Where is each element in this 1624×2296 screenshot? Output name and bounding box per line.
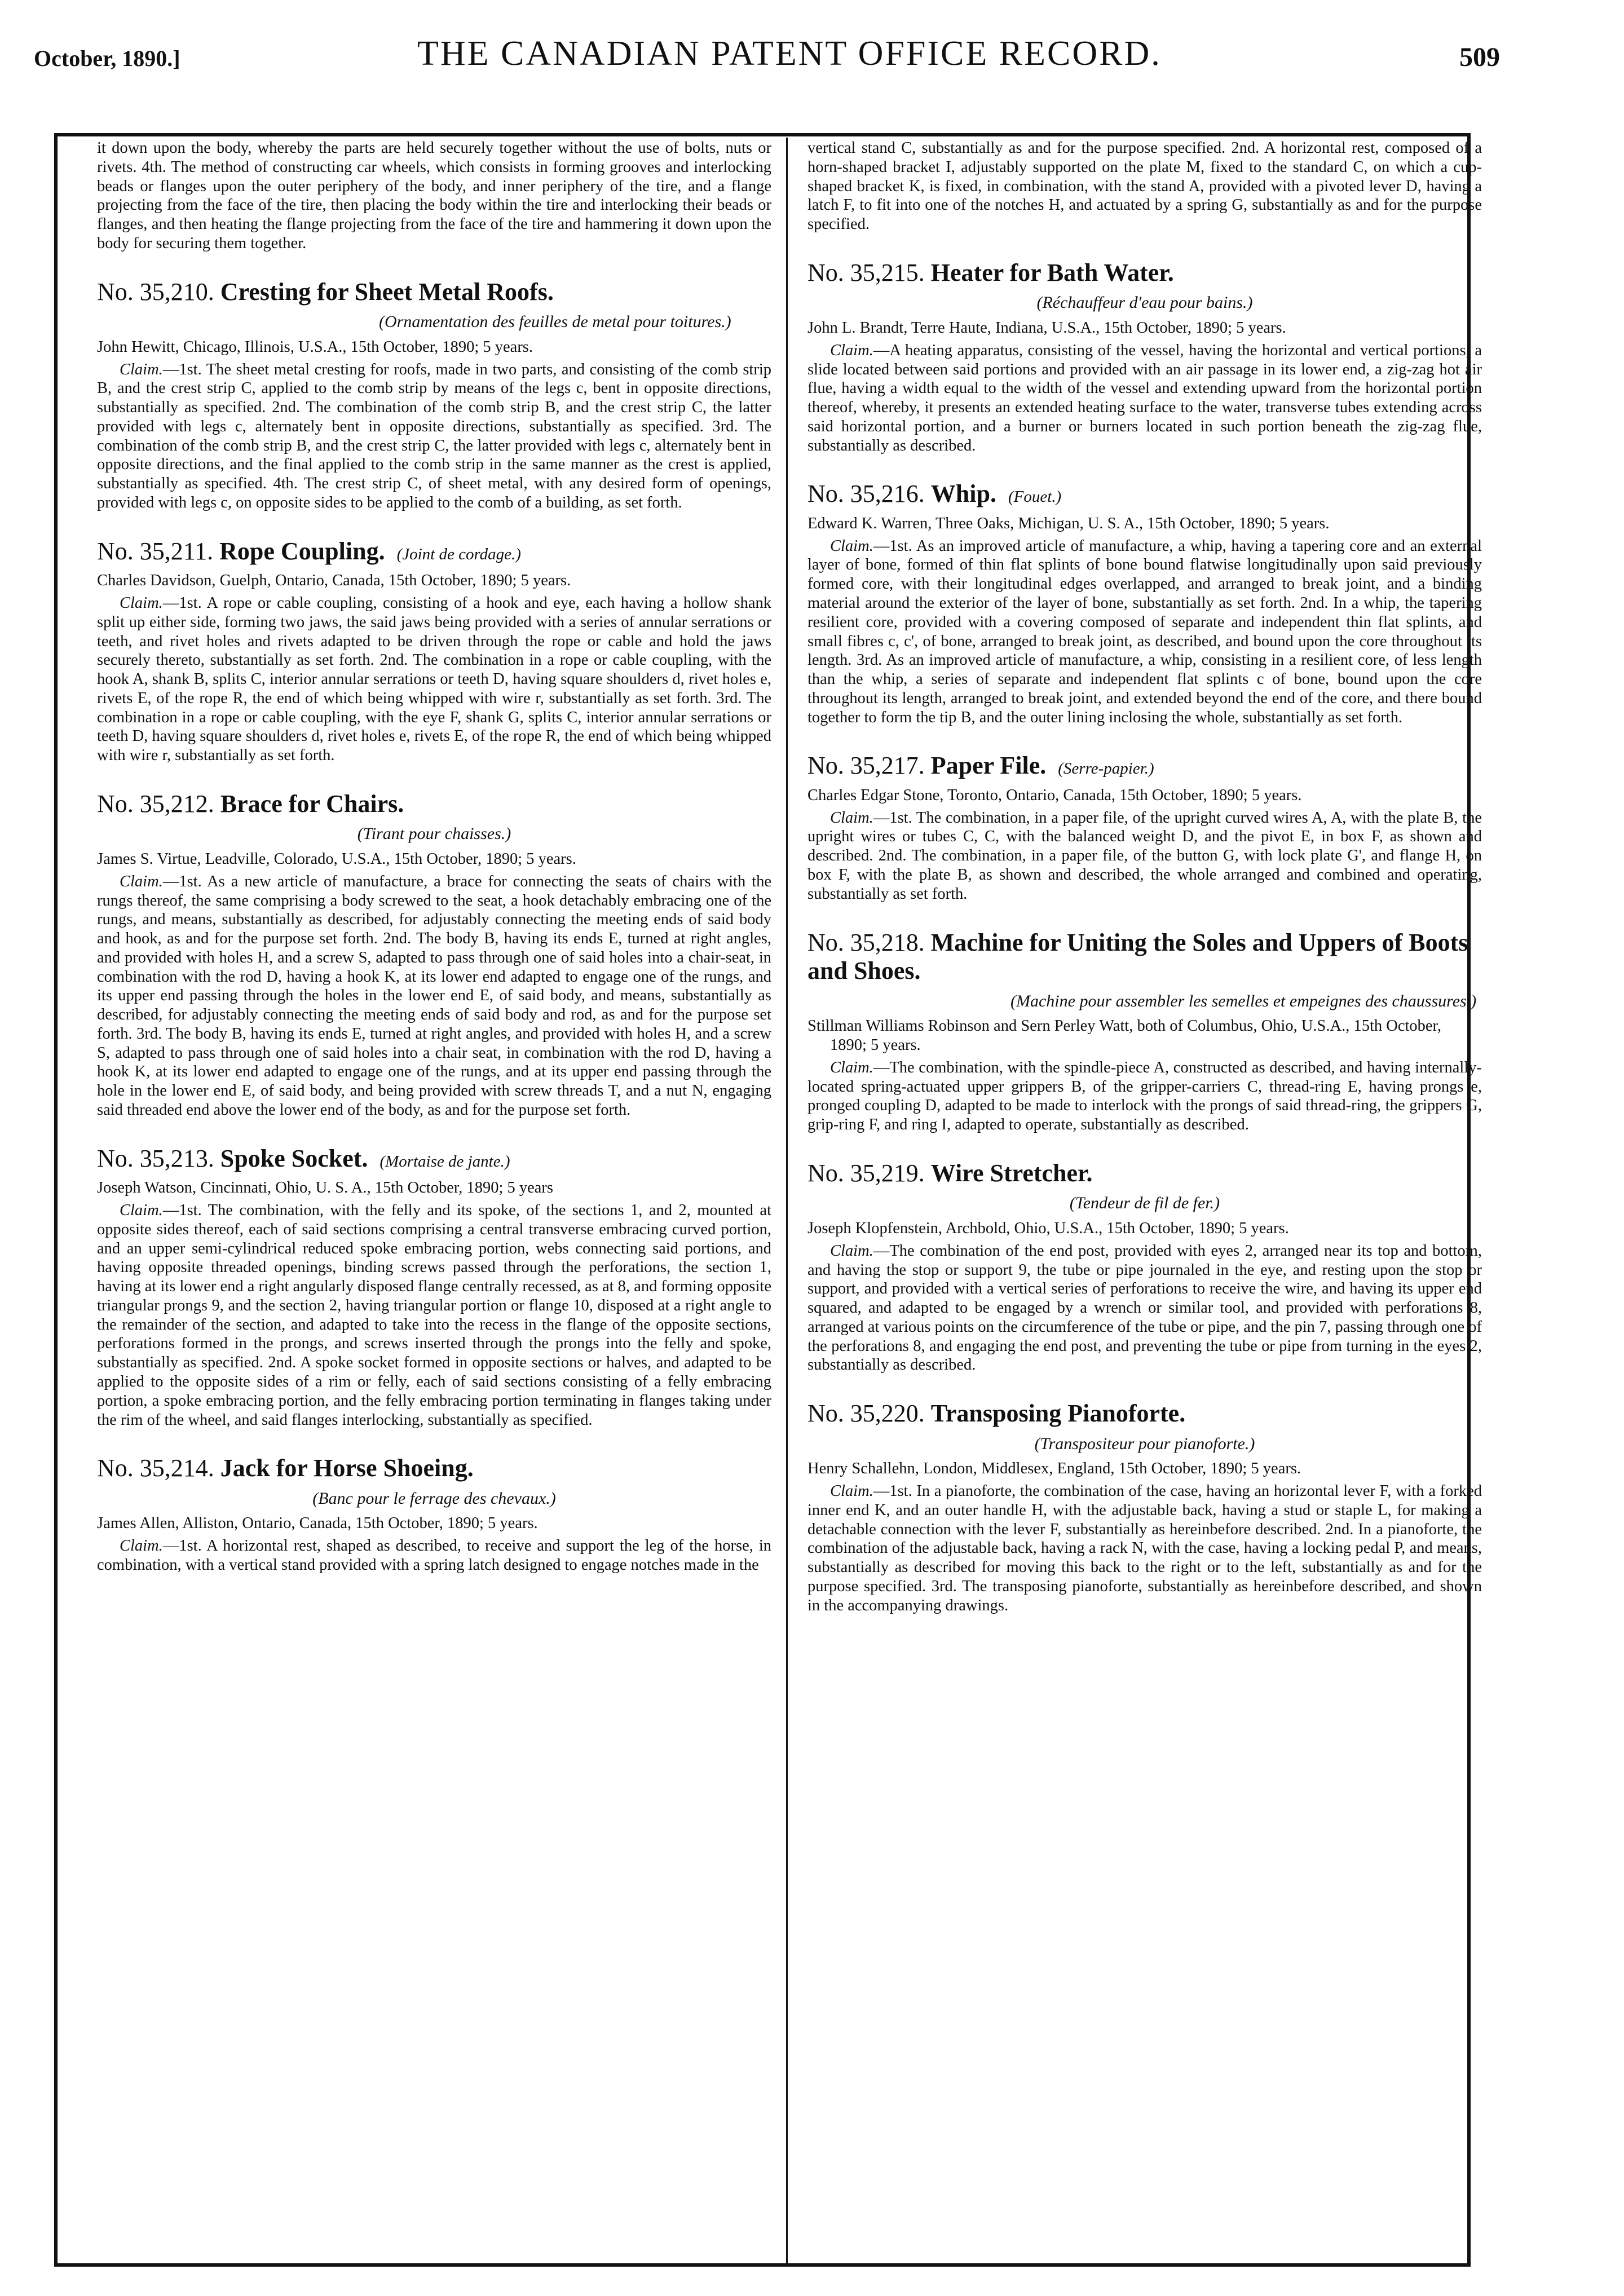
inventor-line: James S. Virtue, Leadville, Colorado, U.S.A., 15th October, 1890; 5 years.: [97, 850, 576, 868]
french-title: (Ornamentation des feuilles de metal pour toitures.): [379, 312, 731, 332]
patent-title: Cresting for Sheet Metal Roofs.: [220, 277, 554, 306]
claim-body: —1st. As a new article of manufacture, a brace for connecting the seats of chairs with the rungs thereof, the same comprising a body screwed to the seat, a hook detachably embracing one of the rungs, and means, substantially as described, for adjustably connecting the meeting ends of said body and hook, as and for the purpose set forth. 2nd. The body B, having its ends E, turned at right angles, and provided with holes H, and a screw S, adapted to pass through one of said holes into a chair-seat, in combination with the rod D, having a hook K, at its lower end adapted to engage one of the rungs, and its upper end passing through the holes in the lower end E, of said body, and means, substantially as described, for adjustably connecting the meeting ends of said body and rod, as and for the purpose set forth. 3rd. The body B, having its ends E, turned at right angles, and provided with holes H, and a screw S, adapted to pass through one of said holes into a chair seat, in combination with the rod D, having a hook K, at its lower end adapted to engage one of the rungs, and at its upper end passing through the hole in the lower end E, of said body, and being provided with screw threads T, and a nut N, engaging said threaded end above the lower end of the body, as and for the purpose set forth.: [97, 872, 771, 1119]
claim-body: —The combination, with the spindle-piece A, constructed as described, and having internally-located spring-actuated upper grippers B, of the gripper-carriers C, thread-ring E, having prongs e, pronged coupling D, adapted to be made to interlock with the prongs of said thread-ring, the grippers G, grip-ring F, and ring I, adapted to operate, substantially as described.: [807, 1058, 1482, 1134]
claim-body: —1st. The combination, with the felly and its spoke, of the sections 1, and 2, mounted at opposite sides thereof, each of said sections comprising a central transverse embracing curved portion, and an upper semi-cylindrical reduced spoke embracing portion, webs connecting said portions, and having opposite threaded openings, binding screws passed through the perforations, the section 1, having at its lower end a right angularly disposed flange centrally recessed, as at 8, and forming opposite triangular prongs 9, and the section 2, having triangular portion or flange 10, disposed at a right angle to the remainder of the section, and adapted to take into the recess in the flange of the opposite sections, perforations formed in the prongs, and screws inserted through the prongs into the felly and spoke, substantially as specified. 2nd. A spoke socket formed in opposite sections or halves, and adapted to be applied to the opposite sides of a rim or felly, each of said sections consisting of a felly embracing portion, a spoke embracing portion, and the felly embracing portion terminating in flanges taking under the rim of the wheel, and said flanges interlocking, substantially as specified.: [97, 1202, 771, 1429]
claim-label: Claim.: [120, 360, 163, 378]
patent-number: No. 35,213.: [97, 1144, 214, 1172]
patent-entry: [807, 480, 1482, 727]
french-title: (Serre-papier.): [1058, 760, 1154, 778]
claim-label: Claim.: [830, 537, 873, 555]
patent-title: Spoke Socket.: [220, 1144, 368, 1172]
inventor-line: John Hewitt, Chicago, Illinois, U.S.A., 15th October, 1890; 5 years.: [97, 338, 533, 356]
patent-entry: [807, 1159, 1482, 1375]
patent-heading: [807, 752, 1482, 780]
continuation-text: vertical stand C, substantially as and for the purpose specified. 2nd. A horizontal rest, composed of a horn-shaped bracket I, adjustably supported on the plate M, fixed to the standard C, on which a cup-shaped bracket K, is fixed, in combination, with the stand A, provided with a pivoted lever D, having a latch F, to fit into one of the notches H, and actuated by a spring G, substantially as and for the purpose specified.: [807, 139, 1482, 233]
french-title: (Fouet.): [1008, 488, 1062, 506]
page-header: [34, 23, 1500, 85]
patent-heading: [97, 1454, 771, 1483]
claim-text: [97, 1536, 771, 1575]
patent-title: Wire Stretcher.: [930, 1159, 1093, 1187]
french-title: (Banc pour le ferrage des chevaux.): [312, 1489, 556, 1508]
issue-date: October, 1890.]: [34, 46, 180, 71]
patent-heading: [97, 278, 771, 307]
patent-number: No. 35,219.: [807, 1159, 925, 1187]
claim-body: —1st. A horizontal rest, shaped as described, to receive and support the leg of the horse, in combination, with a vertical stand provided with a spring latch designed to engage notches made in the: [97, 1537, 771, 1574]
patent-entry: [97, 1145, 771, 1430]
patent-title: Machine for Uniting the Soles and Uppers of Boots and Shoes.: [807, 928, 1468, 985]
claim-body: —1st. A rope or cable coupling, consisting of a hook and eye, each having a hollow shank split up either side, forming two jaws, the said jaws being provided with a series of annular serrations or teeth, and rivet holes and rivets adapted to be driven through the rope or cable and hold the jaws securely thereto, substantially as set forth. 2nd. The combination in a rope or cable coupling, with the hook A, shank B, splits C, interior annular serrations or teeth D, having square shoulders d, rivet holes e, rivets E, of the rope R, the end of which being whipped with wire r, substantially as set forth. 3rd. The combination in a rope or cable coupling, with the eye F, shank G, splits C, interior annular serrations or teeth D, having square shoulders d, rivet holes e, rivets E, of the rope R, the end of which being whipped with wire r, substantially as set forth.: [97, 594, 771, 765]
left-column: [97, 139, 771, 2259]
claim-body: —1st. The sheet metal cresting for roofs, made in two parts, and consisting of the comb strip B, and the crest strip C, applied to the comb strip by means of the legs c, bent in opposite directions, substantially as specified. 2nd. The combination of the comb strip B, and the crest strip C, the latter provided with legs c, alternately bent in opposite directions, substantially as specified. 3rd. The combination of the comb strip B, and the crest strip C, the latter provided with legs c, alternately bent in opposite directions, and the final applied to the comb strip in the same manner as the crest is applied, substantially as specified. 4th. The crest strip C, of sheet metal, with any desired form of openings, provided with legs c, on opposite sides to be applied to the comb of a building, as set forth.: [97, 360, 771, 511]
patent-number: No. 35,217.: [807, 752, 925, 780]
inventor-line: John L. Brandt, Terre Haute, Indiana, U.S.A., 15th October, 1890; 5 years.: [807, 319, 1286, 337]
inventor-line: Joseph Watson, Cincinnati, Ohio, U. S. A., 15th October, 1890; 5 years: [97, 1179, 554, 1197]
patent-heading: [97, 1145, 771, 1173]
patent-number: No. 35,220.: [807, 1399, 925, 1428]
patent-number: No. 35,215.: [807, 258, 925, 286]
patent-heading: [807, 1159, 1482, 1188]
patent-heading: [807, 259, 1482, 288]
french-title: (Tendeur de fil de fer.): [1069, 1194, 1220, 1213]
patent-number: No. 35,211.: [97, 537, 214, 565]
page-number: 509: [1459, 42, 1500, 72]
claim-body: —1st. As an improved article of manufacture, a whip, having a tapering core and an external layer of bone, formed of thin flat splints of bone bound flatwise longitudinally upon said previously formed core, with their longitudinal edges overlapped, and arranged to break joint, and a binding material around the exterior of the layer of bone, substantially as set forth. 2nd. In a whip, the tapering resilient core, provided with a covering composed of separate and independent thin flat splints, and small fibres c, c', of bone, arranged to break joint, as described, and bound upon the core throughout its length. 3rd. As an improved article of manufacture, a whip, consisting in a resilient core, of less length than the whip, a series of separate and independent flat splints c of bone, bound upon the core throughout its length, arranged to break joint, and extended beyond the end of the core, and there bound together to form the tip B, and the outer lining inclosing the whole, substantially as set forth.: [807, 537, 1482, 726]
claim-label: Claim.: [120, 872, 163, 890]
patent-title: Whip.: [930, 480, 996, 508]
patent-number: No. 35,216.: [807, 480, 925, 508]
claim-text: [807, 341, 1482, 456]
publication-title: THE CANADIAN PATENT OFFICE RECORD.: [417, 34, 1162, 73]
right-column: [807, 139, 1482, 2259]
claim-label: Claim.: [830, 341, 873, 359]
patent-heading: [807, 929, 1482, 986]
french-title: (Tirant pour chaisses.): [357, 824, 511, 844]
claim-text: [97, 872, 771, 1120]
claim-label: Claim.: [120, 594, 163, 612]
column-divider: [786, 138, 788, 2263]
claim-body: —1st. In a pianoforte, the combination of the case, having an horizontal lever F, with a forked inner end K, and an outer handle H, with the adjustable back, having a stud or staple L, for making a detachable connection with the lever F, substantially as hereinbefore described. 2nd. In a pianoforte, the combination of the adjustable back, having a rack N, with the case, having a locking pedal P, and means, substantially as described for moving this back to the right or to the left, substantially as and for the purpose specified. 3rd. The transposing pianoforte, substantially as hereinbefore described, and shown in the accompanying drawings.: [807, 1482, 1482, 1614]
patent-title: Heater for Bath Water.: [930, 258, 1174, 286]
claim-text: [807, 1058, 1482, 1134]
claim-text: [97, 594, 771, 765]
french-title: (Transpositeur pour pianoforte.): [1034, 1434, 1255, 1453]
french-title: (Machine pour assembler les semelles et empeignes des chaussures.): [1010, 991, 1477, 1010]
patent-entry: [807, 259, 1482, 456]
patent-heading: [807, 480, 1482, 509]
claim-body: —1st. The combination, in a paper file, of the upright curved wires A, A, with the plate B, the upright wires or tubes C, C, with the balanced weight D, and the pivot E, in box F, as shown and described. 2nd. The combination, in a paper file, of the button G, with lock plate G', and flange H, on box F, with the plate B, as shown and described, the whole arranged and combined and operating, substantially as set forth.: [807, 809, 1482, 903]
patent-entry: [97, 537, 771, 765]
patent-entry: [807, 1399, 1482, 1615]
patent-entry: [807, 929, 1482, 1134]
patent-number: No. 35,210.: [97, 277, 214, 306]
patent-heading: [97, 790, 771, 819]
inventor-line: Henry Schallehn, London, Middlesex, England, 15th October, 1890; 5 years.: [807, 1460, 1301, 1478]
inventor-line: Charles Edgar Stone, Toronto, Ontario, Canada, 15th October, 1890; 5 years.: [807, 786, 1302, 804]
claim-label: Claim.: [120, 1202, 163, 1220]
claim-label: Claim.: [830, 809, 873, 827]
patent-entry: [97, 278, 771, 513]
patent-number: No. 35,214.: [97, 1454, 214, 1482]
inventor-line: Edward K. Warren, Three Oaks, Michigan, U. S. A., 15th October, 1890; 5 years.: [807, 514, 1330, 532]
patent-entry: [807, 752, 1482, 903]
patent-number: No. 35,218.: [807, 928, 925, 956]
patent-heading: [807, 1399, 1482, 1428]
claim-label: Claim.: [830, 1242, 873, 1260]
french-title: (Joint de cordage.): [396, 545, 521, 563]
french-title: (Réchauffeur d'eau pour bains.): [1036, 293, 1253, 312]
continuation-text: it down upon the body, whereby the parts are held securely together without the use of bolts, nuts or rivets. 4th. The method of constructing car wheels, which consists in forming grooves and interlocking beads or flanges upon the outer periphery of the body, and inner periphery of the tire, and a flange projecting from the face of the tire, then placing the body within the tire and interlocking their beads or flanges, and then heating the flange projecting from the face of the tire and hammering it down upon the body for securing them together.: [97, 139, 771, 252]
patent-title: Paper File.: [930, 752, 1047, 780]
inventor-line: James Allen, Alliston, Ontario, Canada, 15th October, 1890; 5 years.: [97, 1515, 538, 1533]
patent-entry: [97, 790, 771, 1120]
claim-body: —The combination of the end post, provided with eyes 2, arranged near its top and bottom, and having the stop or support 9, the tube or pipe journaled in the eye, and resting upon the stop or support, and provided with a vertical series of perforations to receive the wire, and having its upper end squared, and adapted to be engaged by a wrench or similar tool, and provided with perforations 8, arranged at various points on the circumference of the tube or pipe, and the pin 7, passing through one of the perforations 8, and engaging the end post, and preventing the tube or pipe from turning in the eyes 2, substantially as described.: [807, 1242, 1482, 1374]
claim-text: [807, 809, 1482, 904]
claim-label: Claim.: [830, 1482, 873, 1500]
french-title: (Mortaise de jante.): [379, 1152, 510, 1171]
patent-entry: [97, 1454, 771, 1574]
claim-body: —A heating apparatus, consisting of the vessel, having the horizontal and vertical portions, a slide located between said portions and provided with an air passage in its lower end, a zig-zag hot air flue, having a width equal to the width of the vessel and extending upward from the horizontal portion thereof, whereby, it presents an extended heating surface to the water, transverse tubes extending across said horizontal portion, and a burner or burners located in such portion beneath the zig-zag flue, substantially as described.: [807, 341, 1482, 454]
claim-text: [807, 1242, 1482, 1375]
claim-label: Claim.: [120, 1537, 163, 1555]
patent-number: No. 35,212.: [97, 789, 214, 818]
patent-title: Brace for Chairs.: [220, 789, 404, 818]
inventor-line: Stillman Williams Robinson and Sern Perley Watt, both of Columbus, Ohio, U.S.A., 15th October, 1890; 5 years.: [807, 1017, 1442, 1054]
inventor-line: Joseph Klopfenstein, Archbold, Ohio, U.S.A., 15th October, 1890; 5 years.: [807, 1220, 1289, 1237]
patent-title: Transposing Pianoforte.: [930, 1399, 1186, 1428]
patent-title: Rope Coupling.: [219, 537, 385, 565]
inventor-line: Charles Davidson, Guelph, Ontario, Canada, 15th October, 1890; 5 years.: [97, 572, 571, 590]
claim-text: [97, 360, 771, 513]
claim-text: [807, 537, 1482, 727]
claim-text: [807, 1482, 1482, 1615]
patent-heading: [97, 537, 771, 566]
claim-text: [97, 1201, 771, 1429]
claim-label: Claim.: [830, 1058, 873, 1076]
patent-title: Jack for Horse Shoeing.: [220, 1454, 474, 1482]
